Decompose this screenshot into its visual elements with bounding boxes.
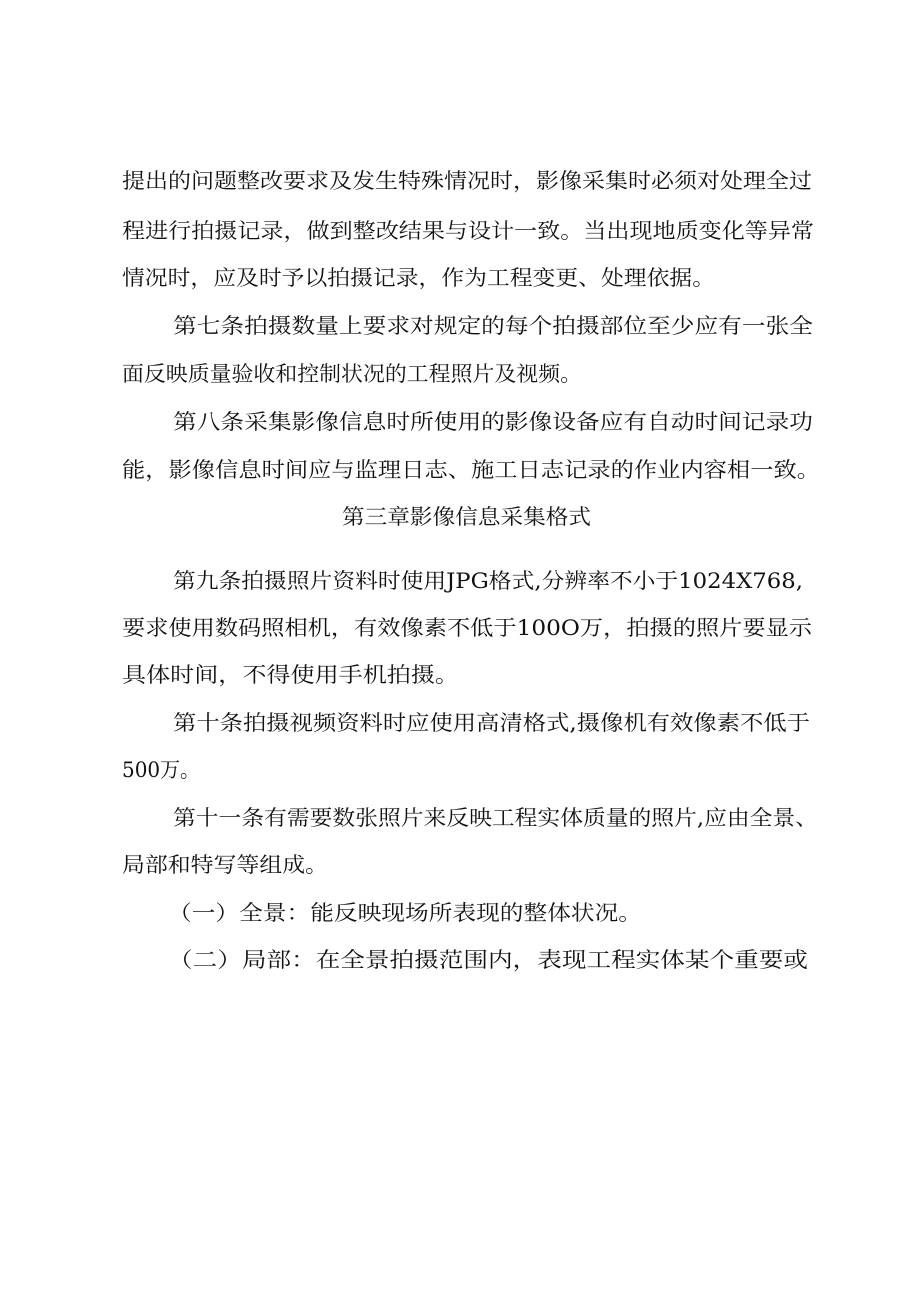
text-line: 第九条拍摄照片资料时使用JPG格式,分辨率不小于1024X768,	[173, 569, 803, 593]
text-line: （二）局部：在全景拍摄范围内，表现工程实体某个重要或	[168, 948, 808, 972]
article-7-line	[0, 359, 920, 389]
article-10-line	[0, 708, 920, 738]
paragraph-line	[0, 216, 920, 246]
text-line: 提出的问题整改要求及发生特殊情况时，影像采集时必须对处理全过	[122, 169, 812, 193]
text-line: 能，影像信息时间应与监理日志、施工日志记录的作业内容相一致。	[122, 458, 820, 482]
text-line: 要求使用数码照相机，有效像素不低于100O万，拍摄的照片要显示	[122, 616, 812, 640]
article-7-line	[0, 311, 920, 341]
text-line: 具体时间，不得使用手机拍摄。	[122, 663, 459, 687]
list-item-2	[0, 945, 920, 975]
article-9-line	[0, 566, 920, 596]
text-line: 第七条拍摄数量上要求对规定的每个拍摄部位至少应有一张全	[173, 314, 813, 338]
text-line: 情况时，应及时予以拍摄记录，作为工程变更、处理依据。	[122, 266, 715, 290]
paragraph-line	[0, 263, 920, 293]
article-11-line	[0, 850, 920, 880]
article-9-line	[0, 613, 920, 643]
text-line: 第八条采集影像信息时所使用的影像设备应有自动时间记录功	[173, 410, 813, 434]
article-10-line	[0, 755, 920, 785]
article-11-line	[0, 803, 920, 833]
text-line: 程进行拍摄记录，做到整改结果与设计一致。当出现地质变化等异常	[122, 219, 815, 243]
article-8-line	[0, 455, 920, 485]
text-line: 面反映质量验收和控制状况的工程照片及视频。	[122, 362, 582, 386]
chapter-title: 第三章影像信息采集格式	[342, 505, 591, 529]
text-line: 第十一条有需要数张照片来反映工程实体质量的照片,应由全景、	[173, 806, 819, 830]
text-line: 局部和特写等组成。	[122, 853, 328, 877]
article-9-line	[0, 660, 920, 690]
text-line: （一）全景：能反映现场所表现的整体状况。	[168, 901, 642, 925]
text-line: 第十条拍摄视频资料时应使用高清格式,摄像机有效像素不低于	[173, 711, 810, 735]
paragraph-line	[0, 166, 920, 196]
list-item-1	[0, 898, 920, 928]
text-line: 500万。	[122, 758, 200, 782]
article-8-line	[0, 407, 920, 437]
chapter-heading	[0, 502, 920, 532]
